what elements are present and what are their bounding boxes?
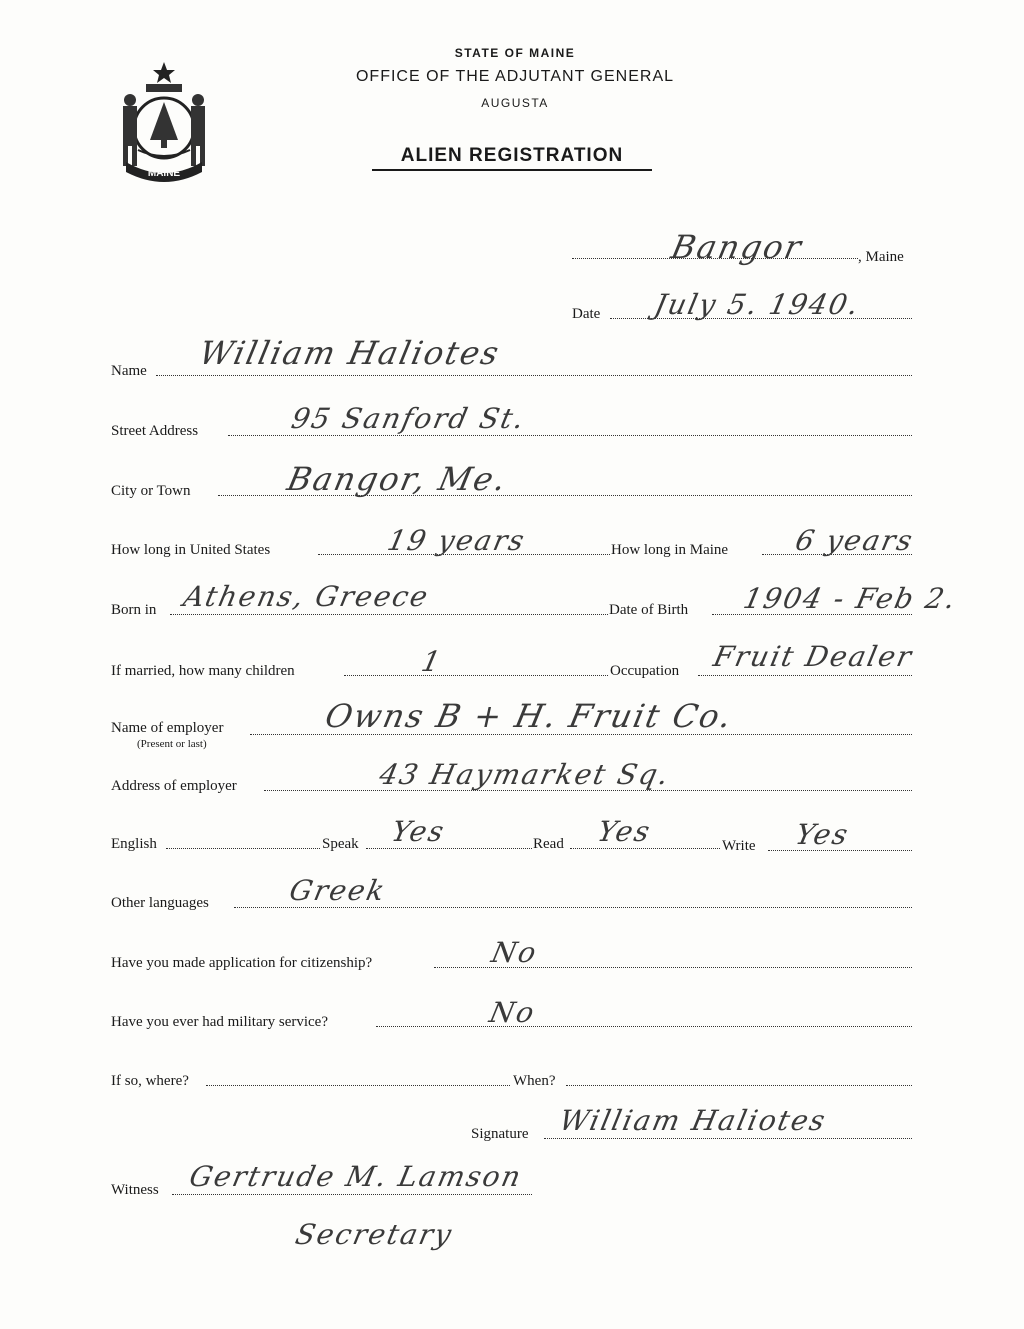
how-long-maine-label: How long in Maine [611,542,729,558]
military-label: Have you ever had military service? [111,1014,328,1030]
city-town-value: Bangor, Me. [283,460,511,498]
other-languages-label: Other languages [111,895,209,911]
speak-label: Speak [322,836,359,852]
witness-label: Witness [111,1182,159,1198]
name-line [156,375,912,376]
born-in-line [170,614,608,615]
city-town-label: City or Town [111,483,191,499]
signature-label: Signature [471,1126,529,1142]
born-in-label: Born in [111,602,157,618]
place-value: Bangor [667,228,807,266]
date-label: Date [572,306,601,322]
name-value: William Haliotes [195,334,504,372]
military-line [376,1026,912,1027]
date-of-birth-value: 1904 - Feb 2. [740,582,961,615]
employer-label: Name of employer [111,720,224,736]
form-title: ALIEN REGISTRATION [372,145,652,171]
write-value: Yes [792,818,853,851]
witness-line [172,1194,532,1195]
witness-value: Gertrude M. Lamson [186,1160,526,1193]
street-label: Street Address [111,423,199,439]
other-languages-line [234,907,912,908]
children-label: If married, how many children [111,663,295,679]
employer-sublabel: (Present or last) [137,738,207,750]
read-value: Yes [594,815,655,848]
occupation-value: Fruit Dealer [710,640,917,673]
speak-value: Yes [388,815,449,848]
read-label: Read [533,836,564,852]
write-label: Write [722,838,756,854]
city-heading: AUGUSTA [481,96,549,110]
employer-address-label: Address of employer [111,778,237,794]
occupation-label: Occupation [610,663,680,679]
citizenship-value: No [488,936,541,969]
signature-line [544,1138,912,1139]
born-in-value: Athens, Greece [180,580,433,613]
occupation-line [698,675,912,676]
military-value: No [486,996,539,1029]
employer-value: Owns B + H. Fruit Co. [321,697,737,735]
date-of-birth-label: Date of Birth [609,602,689,618]
svg-text:MAINE: MAINE [147,168,181,179]
witness-title-value: Secretary [292,1218,457,1251]
office-heading: OFFICE OF THE ADJUTANT GENERAL [355,68,675,85]
how-long-us-value: 19 years [384,524,529,557]
name-label: Name [111,363,147,379]
when-label: When? [513,1073,556,1089]
where-label: If so, where? [111,1073,189,1089]
state-heading: STATE OF MAINE [454,46,576,60]
maine-label: , Maine [858,249,904,265]
street-line [228,435,912,436]
english-label: English [111,836,157,852]
date-value: July 5. 1940. [651,288,864,321]
children-value: 1 [418,645,446,678]
signature-value: William Haliotes [556,1104,830,1137]
how-long-maine-value: 6 years [792,524,918,557]
citizenship-label: Have you made application for citizenship? [111,955,373,971]
where-line [206,1085,510,1086]
english-line [166,848,320,849]
other-languages-value: Greek [286,874,390,907]
when-line [566,1085,912,1086]
speak-line [366,848,532,849]
how-long-us-label: How long in United States [111,542,271,558]
street-value: 95 Sanford St. [288,402,529,435]
employer-address-value: 43 Haymarket Sq. [376,758,674,791]
children-line [344,675,608,676]
state-seal-icon [108,58,220,183]
read-line [570,848,720,849]
